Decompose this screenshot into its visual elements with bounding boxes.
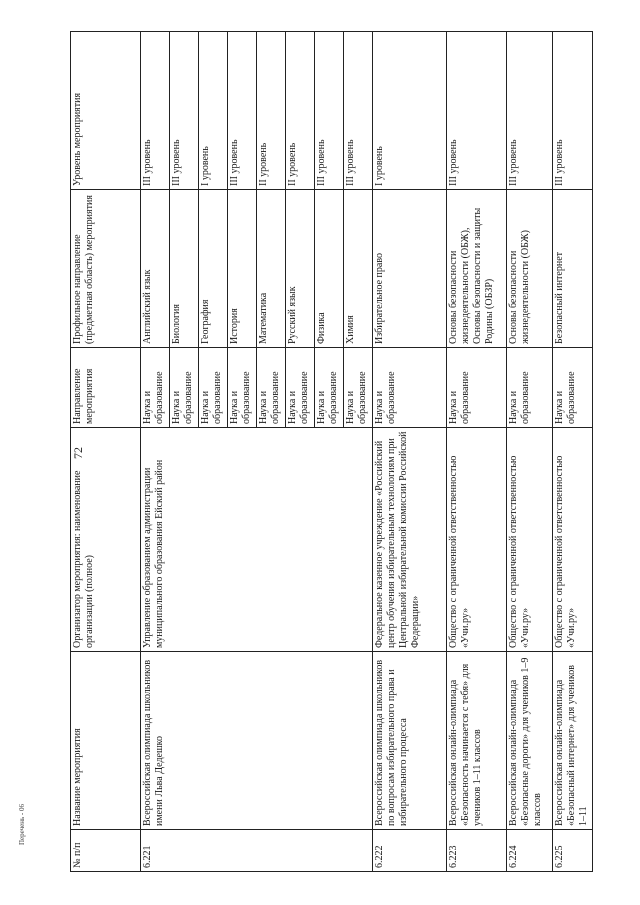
row-profile: Английский язык — [141, 190, 170, 348]
row-level: III уровень — [228, 32, 257, 190]
row-profile: Химия — [344, 190, 373, 348]
row-level: III уровень — [315, 32, 344, 190]
row-direction: Наука и образование — [228, 348, 257, 428]
row-direction: Наука и образование — [199, 348, 228, 428]
row-profile: История — [228, 190, 257, 348]
row-profile: Биология — [170, 190, 199, 348]
row-organizer: Общество с ограниченной ответственностью «Учи.ру» — [447, 428, 507, 652]
table-row — [373, 32, 447, 872]
row-level: I уровень — [373, 32, 447, 190]
header-level: Уровень мероприятия — [71, 32, 141, 190]
row-direction: Наука и образование — [373, 348, 447, 428]
row-direction: Наука и образование — [315, 348, 344, 428]
header-organizer: Организатор мероприятия: наименование организации (полное) — [71, 428, 141, 652]
row-profile: Русский язык — [286, 190, 315, 348]
row-organizer: Общество с ограниченной ответственностью «Учи.ру» — [507, 428, 553, 652]
footer-note: Перечень - 06 — [18, 804, 26, 845]
row-profile: Математика — [257, 190, 286, 348]
row-organizer: Федеральное казенное учреждение «Российский центр обучения избирательным технологиям при Центральной избирательной комиссии Российской Федерации» — [373, 428, 447, 652]
row-direction: Наука и образование — [553, 348, 593, 428]
row-level: III уровень — [507, 32, 553, 190]
row-level: III уровень — [344, 32, 373, 190]
table-row — [553, 32, 593, 872]
header-num: № п/п — [71, 830, 141, 872]
row-profile: Основы безопасности жизнедеятельности (ОБЖ), Основы безопасности и защиты Родины (ОБЗР) — [447, 190, 507, 348]
row-num: 6.223 — [447, 830, 507, 872]
header-name: Название мероприятия — [71, 652, 141, 830]
row-direction: Наука и образование — [170, 348, 199, 428]
row-direction: Наука и образование — [447, 348, 507, 428]
header-profile: Профильное направление (предметная область) мероприятия — [71, 190, 141, 348]
events-table — [70, 31, 593, 872]
row-level: II уровень — [257, 32, 286, 190]
row-num: 6.222 — [373, 830, 447, 872]
row-name: Всероссийская олимпиада школьников имени Льва Дедешко — [141, 652, 373, 830]
row-level: III уровень — [170, 32, 199, 190]
row-name: Всероссийская онлайн-олимпиада «Безопасность начинается с тебя» для учеников 1–11 классов — [447, 652, 507, 830]
row-organizer: Общество с ограниченной ответственностью «Учи.ру» — [553, 428, 593, 652]
row-num: 6.221 — [141, 830, 373, 872]
row-direction: Наука и образование — [286, 348, 315, 428]
row-profile: Основы безопасности жизнедеятельности (ОБЖ) — [507, 190, 553, 348]
row-num: 6.225 — [553, 830, 593, 872]
row-level: III уровень — [141, 32, 170, 190]
row-name: Всероссийская онлайн-олимпиада «Безопасные дороги» для учеников 1–9 классов — [507, 652, 553, 830]
row-profile: Избирательное право — [373, 190, 447, 348]
table-row — [447, 32, 507, 872]
row-direction: Наука и образование — [257, 348, 286, 428]
row-num: 6.224 — [507, 830, 553, 872]
row-profile: Физика — [315, 190, 344, 348]
page-number: 72 — [71, 447, 85, 459]
table-header-row — [71, 32, 141, 872]
row-profile: Безопасный интернет — [553, 190, 593, 348]
row-name: Всероссийская олимпиада школьников по вопросам избирательного права и избирательного процесса — [373, 652, 447, 830]
table-row — [141, 32, 170, 872]
row-name: Всероссийская онлайн-олимпиада «Безопасный интернет» для учеников 1–11 — [553, 652, 593, 830]
row-organizer: Управление образованием администрации муниципального образования Ейский район — [141, 428, 373, 652]
row-level: I уровень — [199, 32, 228, 190]
header-direction: Направление мероприятия — [71, 348, 141, 428]
rotated-page-content — [70, 32, 589, 872]
row-level: III уровень — [553, 32, 593, 190]
row-level: III уровень — [447, 32, 507, 190]
row-direction: Наука и образование — [507, 348, 553, 428]
row-direction: Наука и образование — [141, 348, 170, 428]
table-row — [507, 32, 553, 872]
row-level: II уровень — [286, 32, 315, 190]
row-direction: Наука и образование — [344, 348, 373, 428]
row-profile: География — [199, 190, 228, 348]
